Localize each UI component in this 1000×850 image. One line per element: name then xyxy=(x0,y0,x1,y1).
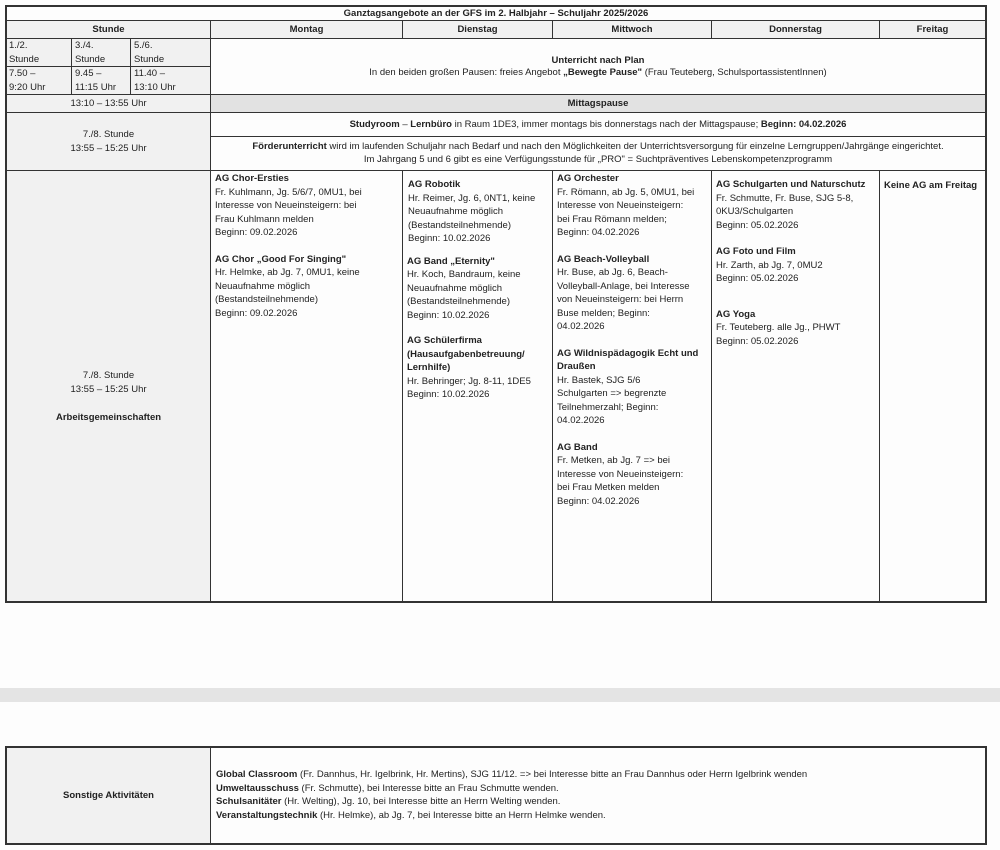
period-3-label xyxy=(131,39,211,67)
ag-row-label: 7./8. Stunde xyxy=(82,370,135,381)
unterricht-title: Unterricht nach Plan xyxy=(551,55,645,66)
header-dienstag-label: Dienstag xyxy=(457,24,498,35)
period-1-label xyxy=(7,39,72,67)
header-donnerstag xyxy=(712,21,880,39)
ag-montag-cell xyxy=(211,171,403,601)
ag-line: Hr. Helmke, ab Jg. 7, 0MU1, keine xyxy=(215,267,360,278)
sonstige-label: Sonstige Aktivitäten xyxy=(63,790,154,801)
sonstige-item-text: (Hr. Helmke), ab Jg. 7, bei Interesse bitte an Herrn Helmke wenden. xyxy=(317,809,606,821)
title-text: Ganztagsangebote an der GFS im 2. Halbjahr – Schuljahr 2025/2026 xyxy=(343,8,649,19)
ag-line: Interesse von Neueinsteigern: xyxy=(557,468,684,480)
ag-mittwoch-cell xyxy=(553,171,712,601)
ag-title: AG Wildnispädagogik Echt und xyxy=(557,347,699,359)
ag-entry xyxy=(557,253,707,334)
ag-line: Hr. Bastek, SJG 5/6 xyxy=(557,374,641,386)
ag-line: Neuaufnahme möglich xyxy=(215,280,311,292)
ag-title: AG Robotik xyxy=(408,179,461,190)
sonstige-item xyxy=(216,782,980,796)
period-1-time-1: 7.50 – xyxy=(9,68,36,79)
sonstige-item-text: (Hr. Welting), Jg. 10, bei Interesse bitte an Herrn Welting wenden. xyxy=(281,796,561,807)
sonstige-item xyxy=(216,809,980,823)
ag-entry xyxy=(557,441,707,509)
sonstige-item-title: Global Classroom xyxy=(216,769,298,780)
period-2-label xyxy=(72,39,131,67)
period-2-time-2: 11:15 Uhr xyxy=(75,81,117,93)
ag-title: AG Band „Eternity" xyxy=(407,255,495,267)
stunde78-label: 7./8. Stunde xyxy=(82,128,135,140)
ag-line: Interesse von Neueinsteigern: xyxy=(557,200,684,211)
ag-line: Beginn: 05.02.2026 xyxy=(716,273,799,284)
ag-line: Fr. Kuhlmann, Jg. 5/6/7, 0MU1, bei xyxy=(215,186,362,198)
foerder-line-2: Im Jahrgang 5 und 6 gibt es eine Verfügungsstunde für „PRO" = Suchtpräventives Lebenskompetenzprogramm xyxy=(363,153,833,165)
header-freitag-label: Freitag xyxy=(916,24,949,35)
ag-line: (Bestandsteilnehmende) xyxy=(215,294,318,305)
ag-entry xyxy=(407,334,548,402)
foerder-text-1: wird im laufenden Schuljahr nach Bedarf und nach den Möglichkeiten der Unterrichtsversorgung für einzelne Lerngruppen/Jahrgänge eingerichtet. xyxy=(326,141,944,152)
page-divider xyxy=(0,688,1000,702)
studyroom-line xyxy=(350,119,847,130)
sonstige-items xyxy=(211,748,985,843)
ag-title: AG Band xyxy=(557,441,598,453)
ag-title: Lernhilfe) xyxy=(407,362,451,373)
period-2-label-1: 3./4. xyxy=(75,40,94,51)
header-donnerstag-label: Donnerstag xyxy=(769,24,822,35)
ag-line: Fr. Teuteberg. alle Jg., PHWT xyxy=(716,322,841,333)
ag-line: Beginn: 10.02.2026 xyxy=(407,389,490,400)
ag-entry xyxy=(215,253,398,321)
ag-row-time: 13:55 – 15:25 Uhr xyxy=(70,384,147,395)
ag-line: 04.02.2026 xyxy=(557,321,605,332)
sonstige-label-cell xyxy=(7,748,211,843)
ag-title: Draußen xyxy=(557,361,596,372)
stunde78-time: 13:55 – 15:25 Uhr xyxy=(70,142,147,154)
period-3-time-2: 13:10 Uhr xyxy=(134,81,176,93)
sonstige-item-title: Veranstaltungstechnik xyxy=(216,809,318,821)
ag-entry xyxy=(407,255,548,323)
header-mittwoch-label: Mittwoch xyxy=(611,24,653,35)
ag-line: (Bestandsteilnehmende) xyxy=(408,219,511,231)
ag-line: Neuaufnahme möglich xyxy=(407,282,503,294)
ag-line: Buse melden; Beginn: xyxy=(557,307,650,319)
sonstige-item-title: Schulsanitäter xyxy=(216,796,282,807)
bewegte-pause-suffix: (Frau Teuteberg, SchulsportassistentInnen) xyxy=(642,67,827,78)
ag-dienstag-cell xyxy=(403,171,553,601)
ag-line: Beginn: 04.02.2026 xyxy=(557,495,640,507)
header-stunde xyxy=(7,21,211,39)
ag-title: AG Foto und Film xyxy=(716,246,796,257)
header-stunde-label: Stunde xyxy=(92,24,125,35)
ag-line: Beginn: 05.02.2026 xyxy=(716,335,799,347)
mittagspause-label: Mittagspause xyxy=(567,98,629,109)
foerder-bold: Förderunterricht xyxy=(252,141,327,152)
ag-row-category: Arbeitsgemeinschaften xyxy=(55,412,162,423)
mittag-time-label: 13:10 – 13:55 Uhr xyxy=(70,98,147,109)
foerder-line-1 xyxy=(252,141,943,154)
ag-line: Beginn: 10.02.2026 xyxy=(408,233,491,244)
ag-line: 0KU3/Schulgarten xyxy=(716,206,794,217)
ag-line: Volleyball-Anlage, bei Interesse xyxy=(557,280,690,292)
freitag-no-ag: Keine AG am Freitag xyxy=(884,180,978,191)
ag-title: AG Yoga xyxy=(716,308,756,320)
ag-line: Fr. Schmutte, Fr. Buse, SJG 5-8, xyxy=(716,192,854,204)
mittag-time xyxy=(7,95,211,113)
period-1-label-1: 1./2. xyxy=(9,40,28,51)
foerder-cell xyxy=(211,137,985,171)
ag-line: bei Frau Metken melden xyxy=(557,482,660,493)
studyroom-cell xyxy=(211,113,985,137)
bewegte-pause-bold: „Bewegte Pause" xyxy=(563,67,643,78)
period-2-time-1: 9.45 – xyxy=(75,68,102,79)
bewegte-pause-prefix: In den beiden großen Pausen: freies Angebot xyxy=(369,67,564,78)
period-1-label-2: Stunde xyxy=(9,53,40,65)
sonstige-item-title: Umweltausschuss xyxy=(216,782,299,794)
ag-title: AG Beach-Volleyball xyxy=(557,253,650,265)
sonstige-item xyxy=(216,768,980,782)
page-title xyxy=(7,7,985,21)
ag-entry xyxy=(407,178,548,246)
ag-line: Fr. Metken, ab Jg. 7 => bei xyxy=(557,455,671,466)
ag-line: Frau Kuhlmann melden xyxy=(215,213,314,225)
period-2-time xyxy=(72,67,131,95)
period-1-time xyxy=(7,67,72,95)
ag-line: Beginn: 09.02.2026 xyxy=(215,227,298,238)
period-1-time-2: 9:20 Uhr xyxy=(9,81,46,93)
ag-line: 04.02.2026 xyxy=(557,415,605,426)
ag-entry xyxy=(215,172,398,240)
sonstige-item-text: (Fr. Schmutte), bei Interesse bitte an Frau Schmutte wenden. xyxy=(298,782,559,794)
header-freitag xyxy=(880,21,985,39)
ag-line: von Neueinsteigern: bei Herrn xyxy=(557,294,684,305)
stunde78-cell xyxy=(7,113,211,171)
studyroom-bold-2: Lernbüro xyxy=(410,119,452,130)
ag-entry xyxy=(557,347,707,428)
ag-line: Teilnehmerzahl; Beginn: xyxy=(557,401,659,413)
ag-entry xyxy=(716,245,875,286)
header-montag-label: Montag xyxy=(289,24,324,35)
ag-line: Beginn: 05.02.2026 xyxy=(716,219,799,231)
ag-title: AG Orchester xyxy=(557,173,619,184)
period-2-label-2: Stunde xyxy=(75,53,106,65)
ag-title: AG Schülerfirma xyxy=(407,335,482,346)
ag-title: AG Chor-Ersties xyxy=(215,173,289,184)
ag-line: Beginn: 10.02.2026 xyxy=(407,309,490,321)
bewegte-pause-line xyxy=(369,67,826,78)
sonstige-item xyxy=(216,795,980,809)
ag-line: Hr. Behringer; Jg. 8-11, 1DE5 xyxy=(407,375,531,387)
ag-entry xyxy=(716,178,875,232)
studyroom-text: in Raum 1DE3, immer montags bis donnerstags nach der Mittagspause; xyxy=(451,119,761,130)
ag-line: Hr. Zarth, ab Jg. 7, 0MU2 xyxy=(716,259,823,271)
ag-title: (Hausaufgabenbetreuung/ xyxy=(407,348,525,360)
ag-line: Fr. Römann, ab Jg. 5, 0MU1, bei xyxy=(557,186,695,198)
period-3-time-1: 11.40 – xyxy=(134,68,165,79)
header-mittwoch xyxy=(553,21,712,39)
ag-title: AG Schulgarten und Naturschutz xyxy=(716,179,866,190)
ag-line: Hr. Buse, ab Jg. 6, Beach- xyxy=(557,267,668,278)
ag-line: Beginn: 09.02.2026 xyxy=(215,307,298,319)
sonstige-item-text: (Fr. Dannhus, Hr. Igelbrink, Hr. Mertins), SJG 11/12. => bei Interesse bitte an Frau Dannhus oder Herrn Igelbrink wenden xyxy=(297,769,808,780)
ag-title: AG Chor „Good For Singing" xyxy=(215,253,347,265)
studyroom-dash: – xyxy=(399,119,411,130)
header-dienstag xyxy=(403,21,553,39)
ag-line: Neuaufnahme möglich xyxy=(408,206,504,217)
ag-donnerstag-cell xyxy=(712,171,880,601)
ag-line: Hr. Reimer, Jg. 6, 0NT1, keine xyxy=(408,192,536,204)
studyroom-bold-1: Studyroom xyxy=(349,119,400,130)
ag-line: bei Frau Römann melden; xyxy=(557,213,667,225)
ag-line: Interesse von Neueinsteigern: bei xyxy=(215,200,357,211)
ag-line: Hr. Koch, Bandraum, keine xyxy=(407,269,521,280)
ag-freitag-cell xyxy=(880,171,985,601)
ag-entry xyxy=(557,172,707,240)
studyroom-beginn: Beginn: 04.02.2026 xyxy=(760,119,847,130)
header-montag xyxy=(211,21,403,39)
period-3-label-1: 5./6. xyxy=(134,40,153,51)
ag-line: Beginn: 04.02.2026 xyxy=(557,227,640,238)
ag-line: (Bestandsteilnehmende) xyxy=(407,296,510,307)
ag-entry xyxy=(716,308,875,349)
period-3-time xyxy=(131,67,211,95)
period-3-label-2: Stunde xyxy=(134,53,165,65)
unterricht-cell xyxy=(211,39,985,95)
mittagspause-cell xyxy=(211,95,985,113)
ag-line: Schulgarten => begrenzte xyxy=(557,388,667,399)
ag-label-cell xyxy=(7,171,211,601)
